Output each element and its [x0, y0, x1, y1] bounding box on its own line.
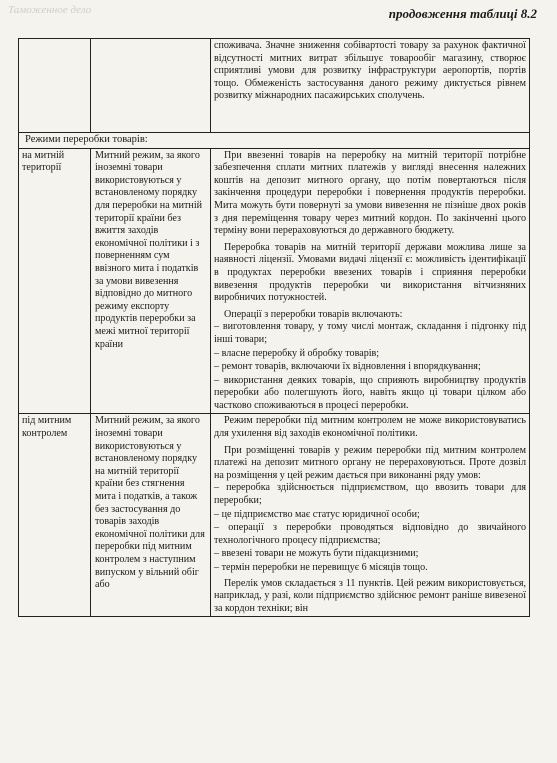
empty-cell	[91, 39, 211, 133]
customs-regimes-table	[18, 38, 530, 617]
paragraph: Операції з переробки товарів включають:	[224, 308, 403, 320]
regime-description	[211, 414, 530, 617]
regime-name: на митній території	[19, 148, 91, 414]
list-item: – це підприємство має статус юридичної особи;	[214, 508, 420, 520]
section-title: Режими переробки товарів:	[19, 133, 530, 149]
list-item: – власне переробку й обробку товарів;	[214, 347, 380, 359]
table-row	[19, 133, 530, 149]
paragraph: Переробка товарів на митній території держави можлива лише за наявності ліцензії. Умовами видачі ліцензії є: можливість ідентифікації в продуктах переробки ввезених товарів і сприяння переробки вивезення продуктів переробки чи використання вітчизняних виробничих потужностей.	[214, 241, 526, 304]
paragraph: Режим переробки під митним контролем не може використовуватись для ухилення від заходів економічної політики.	[214, 415, 526, 440]
regime-description	[211, 148, 530, 414]
regime-definition: Митний режим, за якого іноземні товари використовуються у встановленому порядку для переробки на митній території країни без вжиття заходів економічної політики і з поверненням сум ввізного мита і податків за умови вивезення відповідно до митного режиму експорту продуктів переробки за межі митної території країни	[91, 148, 211, 414]
paragraph: При ввезенні товарів на переробку на митній території потрібне забезпечення сплати митних платежів у вигляді внесення належних коштів на депозит митного органу, що потім повертаються після закінчення процедури переробки і повернення продуктів переробки. Мита можуть бути повернуті за умови вивезення не пізніше двох років з дня переміщення товару через митний кордон. По закінченні цього терміну вони перераховуються до державного бюджету.	[214, 149, 526, 237]
list-item: – виготовлення товару, у тому числі монтаж, складання і підгонку під інші товари;	[214, 321, 526, 345]
empty-cell	[19, 39, 91, 133]
table-row	[19, 148, 530, 414]
regime-name: під митним контролем	[19, 414, 91, 617]
table-continuation-label: продовження таблиці 8.2	[388, 6, 537, 21]
table-row	[19, 414, 530, 617]
list-item: – ремонт товарів, включаючи їх відновлення і впорядкування;	[214, 361, 481, 373]
paragraph: споживача. Значне зниження собівартості товару за рахунок фактичної відсутності митних витрат збільшує товарообіг магазину, створює сприятливі умови для розвитку інфраструктури аеропортів, портів тощо. Обмеженість застосування даного режиму диктується рівнем розвитку міжнародних пасажирських сполучень.	[214, 40, 526, 102]
table-row	[19, 39, 530, 133]
list-item: – використання деяких товарів, що сприяють виробництву продуктів переробки або полегшують його, навіть якщо ці товари цілком або частково споживаються в процесі переробки.	[214, 374, 526, 411]
list-item: – переробка здійснюється підприємством, що ввозить товари для переробки;	[214, 482, 527, 507]
list-item: – операції з переробки проводяться відповідно до звичайного технологічного процесу підприємства;	[214, 522, 526, 546]
list-item: – термін переробки не перевищує 6 місяців тощо.	[214, 562, 428, 573]
list-item: – ввезені товари не можуть бути підакцизними;	[214, 548, 419, 560]
faded-page-header: Таможенное дело	[8, 4, 92, 16]
regime-definition: Митний режим, за якого іноземні товари використовуються у встановленому порядку на митній території країни без стягнення мита і податків, а також без застосування до товарів заходів економічної політики для переробки під митним контролем з наступним випуском у вільний обіг або	[91, 414, 211, 617]
paragraph: При розміщенні товарів у режим переробки під митним контролем платежі на депозит митного органу не перераховуються. Проте дозвіл на розміщення у цей режим дається при виконанні ряду умов:	[214, 444, 526, 481]
paragraph: Перелік умов складається з 11 пунктів. Цей режим використовується, наприклад, у разі, коли підприємство здійснює ремонт раніше вивезеної за кордон техніки; він	[214, 577, 526, 614]
table-cell	[211, 39, 530, 133]
